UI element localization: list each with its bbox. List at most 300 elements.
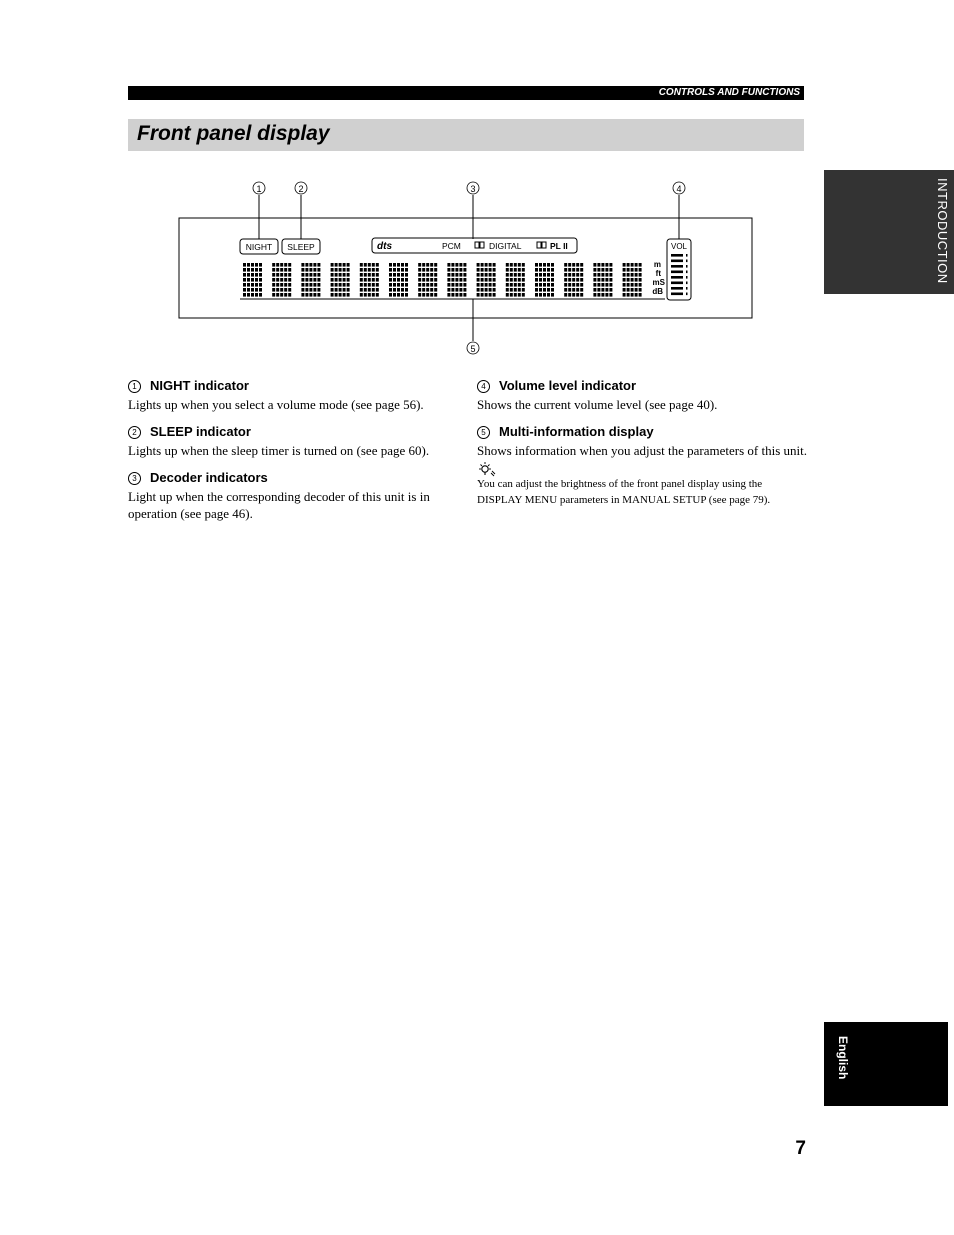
matrix-dot <box>543 278 546 282</box>
matrix-dot <box>493 283 496 287</box>
matrix-dot <box>251 263 254 267</box>
matrix-dot <box>485 268 488 272</box>
matrix-dot <box>522 268 525 272</box>
matrix-dot <box>597 273 600 277</box>
matrix-dot <box>418 283 421 287</box>
matrix-dot <box>510 283 513 287</box>
matrix-dot <box>489 293 492 297</box>
matrix-dot <box>343 273 346 277</box>
matrix-dot <box>485 288 488 292</box>
matrix-dot <box>609 283 612 287</box>
matrix-dot <box>459 283 462 287</box>
matrix-dot <box>426 268 429 272</box>
callout-1: 1 <box>256 184 262 194</box>
matrix-dot <box>418 268 421 272</box>
matrix-dot <box>459 268 462 272</box>
matrix-dot <box>305 288 308 292</box>
matrix-dot <box>518 263 521 267</box>
matrix-dot <box>601 283 604 287</box>
matrix-dot <box>247 278 250 282</box>
matrix-dot <box>568 273 571 277</box>
matrix-dot <box>360 273 363 277</box>
matrix-dot <box>401 268 404 272</box>
matrix-dot <box>451 288 454 292</box>
matrix-dot <box>463 288 466 292</box>
matrix-dot <box>422 293 425 297</box>
matrix-dot <box>639 293 642 297</box>
volume-tick <box>686 276 688 279</box>
pcm-indicator: PCM <box>442 241 461 251</box>
matrix-dot <box>605 268 608 272</box>
matrix-dot <box>522 273 525 277</box>
matrix-dot <box>393 283 396 287</box>
matrix-dot <box>259 263 262 267</box>
matrix-dot <box>422 283 425 287</box>
matrix-dot <box>430 263 433 267</box>
matrix-dot <box>389 293 392 297</box>
matrix-dot <box>451 263 454 267</box>
matrix-dot <box>272 293 275 297</box>
matrix-dot <box>339 293 342 297</box>
matrix-dot <box>459 273 462 277</box>
matrix-dot <box>597 288 600 292</box>
matrix-dot <box>309 288 312 292</box>
matrix-dot <box>535 283 538 287</box>
matrix-dot <box>259 293 262 297</box>
matrix-dot <box>510 268 513 272</box>
matrix-dot <box>276 273 279 277</box>
matrix-dot <box>564 263 567 267</box>
matrix-dot <box>601 278 604 282</box>
matrix-dot <box>543 263 546 267</box>
matrix-dot <box>247 293 250 297</box>
matrix-dot <box>481 263 484 267</box>
matrix-dot <box>305 268 308 272</box>
matrix-dot <box>364 263 367 267</box>
matrix-dot <box>627 278 630 282</box>
matrix-dot <box>568 288 571 292</box>
matrix-dot <box>635 288 638 292</box>
matrix-dot <box>605 293 608 297</box>
matrix-dot <box>522 283 525 287</box>
matrix-dot <box>572 263 575 267</box>
matrix-dot <box>547 268 550 272</box>
matrix-dot <box>535 278 538 282</box>
matrix-dot <box>635 293 638 297</box>
matrix-dot <box>347 273 350 277</box>
matrix-dot <box>547 278 550 282</box>
matrix-dot <box>572 278 575 282</box>
matrix-dot <box>272 273 275 277</box>
matrix-dot <box>364 288 367 292</box>
matrix-dot <box>568 283 571 287</box>
matrix-dot <box>551 278 554 282</box>
matrix-dot <box>601 263 604 267</box>
matrix-dot <box>426 283 429 287</box>
matrix-dot <box>347 278 350 282</box>
matrix-dot <box>451 283 454 287</box>
matrix-dot <box>372 273 375 277</box>
matrix-dot <box>522 278 525 282</box>
matrix-dot <box>434 283 437 287</box>
matrix-dot <box>580 268 583 272</box>
matrix-dot <box>623 268 626 272</box>
matrix-dot <box>393 278 396 282</box>
callout-2: 2 <box>298 184 304 194</box>
left-column <box>128 376 458 531</box>
matrix-dot <box>539 283 542 287</box>
matrix-dot <box>255 268 258 272</box>
matrix-dot <box>463 283 466 287</box>
matrix-dot <box>401 293 404 297</box>
matrix-dot <box>276 263 279 267</box>
matrix-dot <box>313 283 316 287</box>
matrix-dot <box>493 278 496 282</box>
matrix-dot <box>331 273 334 277</box>
matrix-dot <box>251 278 254 282</box>
matrix-dot <box>360 293 363 297</box>
matrix-dot <box>364 273 367 277</box>
matrix-dot <box>272 288 275 292</box>
matrix-dot <box>477 263 480 267</box>
matrix-dot <box>522 288 525 292</box>
matrix-dot <box>593 283 596 287</box>
matrix-dot <box>280 263 283 267</box>
page-number: 7 <box>795 1138 806 1159</box>
matrix-dot <box>434 263 437 267</box>
matrix-dot <box>489 288 492 292</box>
matrix-dot <box>243 278 246 282</box>
matrix-dot <box>272 278 275 282</box>
matrix-dot <box>539 273 542 277</box>
matrix-dot <box>364 293 367 297</box>
matrix-dot <box>434 278 437 282</box>
matrix-dot <box>372 263 375 267</box>
matrix-dot <box>331 288 334 292</box>
matrix-dot <box>347 283 350 287</box>
matrix-dot <box>317 293 320 297</box>
matrix-dot <box>543 268 546 272</box>
matrix-dot <box>623 278 626 282</box>
matrix-dot <box>593 268 596 272</box>
callout-4: 4 <box>676 184 682 194</box>
matrix-dot <box>309 268 312 272</box>
matrix-dot <box>447 278 450 282</box>
matrix-dot <box>605 288 608 292</box>
matrix-dot <box>335 288 338 292</box>
matrix-dot <box>572 268 575 272</box>
matrix-dot <box>247 283 250 287</box>
matrix-dot <box>489 268 492 272</box>
matrix-dot <box>447 263 450 267</box>
matrix-dot <box>389 283 392 287</box>
matrix-dot <box>576 293 579 297</box>
volume-bar <box>671 265 683 268</box>
matrix-dot <box>339 273 342 277</box>
matrix-dot <box>426 293 429 297</box>
matrix-dot <box>397 293 400 297</box>
matrix-dot <box>597 278 600 282</box>
matrix-dot <box>459 293 462 297</box>
matrix-dot <box>430 268 433 272</box>
matrix-dot <box>543 273 546 277</box>
matrix-dot <box>580 283 583 287</box>
matrix-dot <box>393 273 396 277</box>
matrix-dot <box>514 263 517 267</box>
matrix-dot <box>605 278 608 282</box>
matrix-dot <box>539 278 542 282</box>
matrix-dot <box>389 273 392 277</box>
matrix-dot <box>463 268 466 272</box>
matrix-dot <box>506 293 509 297</box>
unit-db: dB <box>652 287 663 296</box>
matrix-dot <box>601 268 604 272</box>
matrix-dot <box>339 283 342 287</box>
matrix-dot <box>477 283 480 287</box>
matrix-dot <box>510 273 513 277</box>
matrix-dot <box>547 293 550 297</box>
matrix-dot <box>364 283 367 287</box>
matrix-dot <box>364 278 367 282</box>
matrix-dot <box>418 293 421 297</box>
matrix-dot <box>301 288 304 292</box>
matrix-dot <box>397 268 400 272</box>
matrix-dot <box>317 278 320 282</box>
matrix-dot <box>580 278 583 282</box>
matrix-dot <box>397 288 400 292</box>
matrix-dot <box>639 278 642 282</box>
matrix-dot <box>493 293 496 297</box>
matrix-dot <box>597 263 600 267</box>
item-heading: 2 SLEEP indicator <box>128 422 458 442</box>
matrix-dot <box>247 263 250 267</box>
matrix-dot <box>463 293 466 297</box>
matrix-dot <box>288 293 291 297</box>
matrix-dot <box>343 293 346 297</box>
matrix-dot <box>547 283 550 287</box>
matrix-dot <box>568 278 571 282</box>
matrix-dot <box>243 283 246 287</box>
matrix-dot <box>597 268 600 272</box>
matrix-dot <box>576 288 579 292</box>
matrix-dot <box>401 288 404 292</box>
matrix-dot <box>576 283 579 287</box>
matrix-dot <box>593 278 596 282</box>
volume-tick <box>686 254 688 257</box>
item-heading: 3 Decoder indicators <box>128 468 458 488</box>
matrix-dot <box>393 263 396 267</box>
volume-level-bars <box>671 254 688 295</box>
matrix-dot <box>405 288 408 292</box>
matrix-dot <box>335 263 338 267</box>
matrix-dot <box>247 268 250 272</box>
matrix-dot <box>255 288 258 292</box>
matrix-dot <box>335 293 338 297</box>
matrix-dot <box>551 263 554 267</box>
matrix-dot <box>568 263 571 267</box>
matrix-dot <box>576 263 579 267</box>
matrix-dot <box>405 278 408 282</box>
matrix-dot <box>547 263 550 267</box>
matrix-dot <box>631 273 634 277</box>
matrix-dot <box>605 273 608 277</box>
matrix-dot <box>576 278 579 282</box>
item-description: Lights up when the sleep timer is turned on (see page 60). <box>128 443 430 458</box>
matrix-dot <box>331 293 334 297</box>
item-description: Shows the current volume level (see page 40). <box>477 397 718 412</box>
digital-indicator: DIGITAL <box>489 241 522 251</box>
matrix-dot <box>639 273 642 277</box>
matrix-dot <box>522 293 525 297</box>
side-tab-english[interactable] <box>824 1022 948 1106</box>
matrix-dot <box>543 293 546 297</box>
matrix-dot <box>459 288 462 292</box>
item-sleep <box>128 422 458 459</box>
matrix-dot <box>280 283 283 287</box>
matrix-dot <box>335 273 338 277</box>
front-panel-diagram <box>0 0 954 360</box>
matrix-dot <box>477 293 480 297</box>
matrix-dot <box>288 268 291 272</box>
matrix-dot <box>309 273 312 277</box>
matrix-dot <box>309 293 312 297</box>
matrix-dot <box>627 268 630 272</box>
matrix-dot <box>276 268 279 272</box>
matrix-dot <box>514 283 517 287</box>
callout-3: 3 <box>470 184 476 194</box>
matrix-dot <box>455 273 458 277</box>
matrix-dot <box>455 268 458 272</box>
matrix-dot <box>401 278 404 282</box>
matrix-dot <box>601 273 604 277</box>
matrix-dot <box>397 278 400 282</box>
matrix-dot <box>284 273 287 277</box>
matrix-dot <box>401 263 404 267</box>
volume-tick <box>686 265 688 268</box>
matrix-dot <box>481 293 484 297</box>
matrix-dot <box>459 278 462 282</box>
matrix-dot <box>580 288 583 292</box>
matrix-dot <box>313 293 316 297</box>
matrix-dot <box>255 278 258 282</box>
matrix-dot <box>360 268 363 272</box>
matrix-dot <box>551 293 554 297</box>
matrix-dot <box>276 283 279 287</box>
matrix-dot <box>313 273 316 277</box>
matrix-dot <box>514 268 517 272</box>
matrix-dot <box>477 273 480 277</box>
matrix-dot <box>551 273 554 277</box>
matrix-dot <box>317 263 320 267</box>
matrix-dot <box>393 288 396 292</box>
matrix-dot <box>551 283 554 287</box>
matrix-dot <box>426 288 429 292</box>
matrix-dot <box>368 288 371 292</box>
matrix-dot <box>331 283 334 287</box>
matrix-dot <box>547 288 550 292</box>
matrix-dot <box>485 283 488 287</box>
matrix-dot <box>481 283 484 287</box>
matrix-dot <box>301 273 304 277</box>
matrix-dot <box>389 263 392 267</box>
matrix-dot <box>405 283 408 287</box>
matrix-dot <box>247 288 250 292</box>
matrix-dot <box>368 278 371 282</box>
matrix-dot <box>539 293 542 297</box>
matrix-dot <box>455 288 458 292</box>
volume-tick <box>686 282 688 285</box>
matrix-dot <box>564 268 567 272</box>
matrix-dot <box>635 263 638 267</box>
matrix-dot <box>376 273 379 277</box>
matrix-dot <box>301 278 304 282</box>
matrix-dot <box>243 273 246 277</box>
matrix-dot <box>510 278 513 282</box>
matrix-dot <box>405 273 408 277</box>
matrix-dot <box>631 263 634 267</box>
side-tab-label: INTRODUCTION <box>935 178 950 284</box>
matrix-dot <box>305 283 308 287</box>
matrix-dot <box>489 263 492 267</box>
matrix-dot <box>639 263 642 267</box>
matrix-dot <box>572 288 575 292</box>
matrix-dot <box>343 278 346 282</box>
matrix-dot <box>447 273 450 277</box>
matrix-dot <box>288 273 291 277</box>
matrix-dot <box>284 293 287 297</box>
matrix-dot <box>272 283 275 287</box>
volume-tick <box>686 260 688 263</box>
matrix-dot <box>455 263 458 267</box>
matrix-dot <box>280 288 283 292</box>
matrix-dot <box>593 288 596 292</box>
matrix-dot <box>455 293 458 297</box>
matrix-dot <box>568 268 571 272</box>
matrix-dot <box>535 288 538 292</box>
matrix-dot <box>609 268 612 272</box>
item-description: Lights up when you select a volume mode (see page 56). <box>128 397 424 412</box>
matrix-dot <box>247 273 250 277</box>
matrix-dot <box>360 263 363 267</box>
matrix-dot <box>255 273 258 277</box>
unit-ms: mS <box>652 278 665 287</box>
matrix-dot <box>288 263 291 267</box>
matrix-dot <box>605 283 608 287</box>
matrix-dot <box>418 263 421 267</box>
matrix-dot <box>276 293 279 297</box>
matrix-dot <box>243 263 246 267</box>
matrix-dot <box>372 283 375 287</box>
matrix-dot <box>313 278 316 282</box>
matrix-dot <box>639 288 642 292</box>
matrix-dot <box>539 268 542 272</box>
matrix-dot <box>564 283 567 287</box>
item-heading: 5 Multi-information display <box>477 422 807 442</box>
matrix-dot <box>627 288 630 292</box>
matrix-dot <box>522 263 525 267</box>
matrix-dot <box>305 263 308 267</box>
matrix-dot <box>389 288 392 292</box>
volume-tick <box>686 287 688 290</box>
matrix-dot <box>430 288 433 292</box>
item-description: Shows information when you adjust the parameters of this unit. <box>477 443 808 458</box>
matrix-dot <box>393 293 396 297</box>
side-tab-label: English <box>836 1036 850 1080</box>
matrix-dot <box>339 288 342 292</box>
matrix-dot <box>514 278 517 282</box>
matrix-dot <box>335 278 338 282</box>
matrix-dot <box>309 263 312 267</box>
